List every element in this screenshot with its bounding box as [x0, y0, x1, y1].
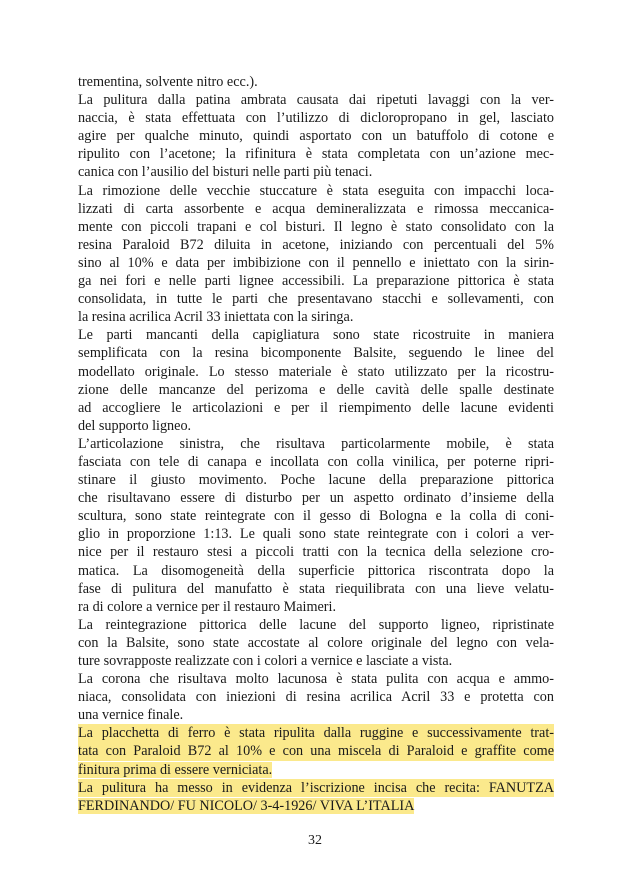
text-line: lizzati di carta assorbente e acqua demineralizzata e rimossa meccanica- — [78, 200, 554, 217]
text-line: fase di pulitura del manufatto è stata riequilibrata con una lieve velatu- — [78, 580, 554, 597]
text-line: matica. La disomogeneità della superficie pittorica riscontrata dopo la — [78, 562, 554, 579]
highlighted-text-line: La placchetta di ferro è stata ripulita dalla ruggine e successivamente trat- — [78, 725, 554, 742]
text-line: canica con l’ausilio del bisturi nelle parti più tenaci. — [78, 164, 373, 181]
text-line: una vernice finale. — [78, 707, 184, 724]
text-line: agire per qualche minuto, quindi asportato con un batuffolo di cotone e — [78, 128, 554, 145]
text-line: del supporto ligneo. — [78, 417, 192, 434]
text-line: modellato originale. Lo stesso materiale è stato utilizzato per la ricostru- — [78, 363, 554, 380]
paragraph — [78, 435, 554, 616]
text-line — [78, 742, 554, 760]
text-line: mente con piccoli trapani e col bisturi. Il legno è stato consolidato con la — [78, 218, 554, 235]
text-line: niaca, consolidata con iniezioni di resina acrilica Acril 33 e protetta con — [78, 689, 554, 706]
text-line: semplificata con la resina bicomponente Balsite, seguendo le linee del — [78, 345, 554, 362]
paragraph — [78, 182, 554, 327]
paragraph — [78, 616, 554, 670]
highlighted-paragraph — [78, 724, 554, 778]
text-line: con la Balsite, sono state accostate al colore originale del legno con vela- — [78, 634, 554, 651]
text-line: la resina acrilica Acril 33 iniettata con la siringa. — [78, 309, 354, 326]
text-line — [78, 724, 554, 742]
highlighted-text-line: finitura prima di essere verniciata. — [78, 761, 273, 778]
text-line: consolidata, in tutte le parti che presentavano stacchi e sollevamenti, con — [78, 291, 554, 308]
highlighted-text-line: FERDINANDO/ FU NICOLO/ 3-4-1926/ VIVA L’ITALIA — [78, 797, 415, 814]
text-line: che risultavano essere di disturbo per un aspetto ordinato d’insieme della — [78, 490, 554, 507]
highlighted-text-line: tata con Paraloid B72 al 10% e con una miscela di Paraloid e graffite come — [78, 743, 554, 760]
text-line: glio in proporzione 1:13. Le quali sono state reintegrate con i colori a ver- — [78, 526, 554, 543]
text-line — [78, 797, 554, 815]
text-line: stinare il giusto movimento. Poche lacune della preparazione pittorica — [78, 472, 554, 489]
text-line: ripulito con l’acetone; la rifinitura è stata completata con un’azione mec- — [78, 146, 554, 163]
paragraph — [78, 91, 554, 181]
paragraph — [78, 326, 554, 435]
highlighted-text-line: La pulitura ha messo in evidenza l’iscrizione incisa che recita: FANUTZA — [78, 779, 554, 796]
text-line: ra di colore a vernice per il restauro Maimeri. — [78, 598, 337, 615]
text-line: ad accogliere le articolazioni e per il riempimento delle lacune evidenti — [78, 399, 554, 416]
text-line — [78, 779, 554, 797]
text-line: trementina, solvente nitro ecc.). — [78, 74, 258, 90]
text-line: resina Paraloid B72 diluita in acetone, iniziando con percentuali del 5% — [78, 236, 554, 253]
text-line: sino al 10% e data per imbibizione con il pennello e iniettato con la sirin- — [78, 254, 554, 271]
text-line: zione delle mancanze del perizoma e delle cavità delle spalle destinate — [78, 381, 554, 398]
text-line: La pulitura dalla patina ambrata causata dai ripetuti lavaggi con la ver- — [78, 92, 554, 109]
text-line: fasciata con tele di canapa e incollata con colla vinilica, per poterne ripri- — [78, 453, 554, 470]
text-line: scultura, sono state reintegrate con il gesso di Bologna e la colla di coni- — [78, 508, 554, 525]
text-line: L’articolazione sinistra, che risultava particolarmente mobile, è stata — [78, 435, 554, 452]
text-line: La corona che risultava molto lacunosa è stata pulita con acqua e ammo- — [78, 671, 554, 688]
text-line: La rimozione delle vecchie stuccature è stata eseguita con impacchi loca- — [78, 182, 554, 199]
text-line: nice per il restauro stesi a piccoli tratti con la tecnica della selezione cro- — [78, 544, 554, 561]
text-line: Le parti mancanti della capigliatura sono state ricostruite in maniera — [78, 327, 554, 344]
highlighted-paragraph — [78, 779, 554, 815]
page-number: 32 — [308, 833, 322, 848]
text-line: ga nei fori e nelle parti lignee accessibili. La preparazione pittorica è stata — [78, 273, 554, 290]
text-line: ture sovrapposte realizzate con i colori a vernice e lasciate a vista. — [78, 653, 453, 669]
text-line: naccia, è stata effettuata con l’utilizzo di dicloropropano in gel, lasciato — [78, 110, 554, 127]
body-text — [78, 73, 554, 815]
text-line — [78, 761, 554, 779]
text-line: La reintegrazione pittorica delle lacune del supporto ligneo, ripristinate — [78, 616, 554, 633]
paragraph — [78, 73, 554, 91]
paragraph — [78, 670, 554, 724]
